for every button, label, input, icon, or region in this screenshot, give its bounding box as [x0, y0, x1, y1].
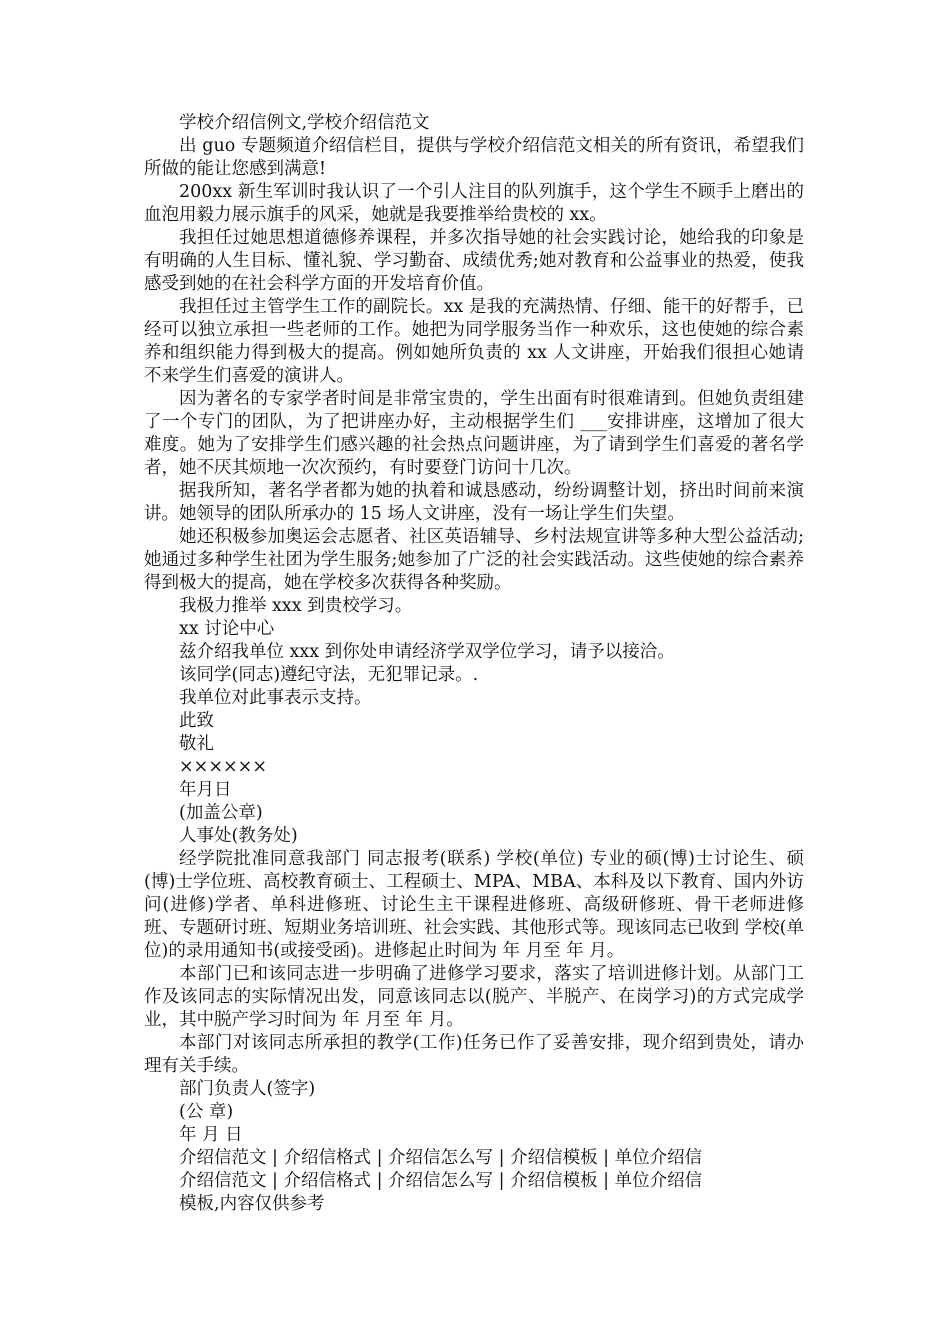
- letter-line: 该同学(同志)遵纪守法，无犯罪记录。.: [179, 665, 479, 685]
- body-paragraph: 我担任过她思想道德修养课程，并多次指导她的社会实践讨论，她给我的印象是有明确的人生目标、懂礼貌、学习勤奋、成绩优秀;她对教育和公益事业的热爱，使我感受到她的在社会科学方面的开发培育价值。: [144, 228, 804, 294]
- letter-line: 兹介绍我单位 xxx 到你处申请经济学双学位学习，请予以接洽。: [179, 642, 675, 662]
- related-links-line: 介绍信范文 | 介绍信格式 | 介绍信怎么写 | 介绍信模板 | 单位介绍信: [179, 1148, 703, 1168]
- body-paragraph: 因为著名的专家学者时间是非常宝贵的，学生出面有时很难请到。但她负责组建了一个专门的团队，为了把讲座办好，主动根据学生们 ___安排讲座，这增加了很大难度。她为了安排学生们感兴趣的社会热点问题讲座，为了请到学生们喜爱的著名学者，她不厌其烦地一次次预约，有时要登门访问十几次。: [144, 389, 804, 478]
- body-paragraph: 200xx 新生军训时我认识了一个引人注目的队列旗手，这个学生不顾手上磨出的血泡用毅力展示旗手的风采，她就是我要推举给贵校的 xx。: [144, 182, 804, 225]
- body-paragraph: 本部门对该同志所承担的教学(工作)任务已作了妥善安排，现介绍到贵处，请办理有关手续。: [144, 1033, 804, 1076]
- body-paragraph: 我担任过主管学生工作的副院长。xx 是我的充满热情、仔细、能干的好帮手，已经可以独立承担一些老师的工作。她把为同学服务当作一种欢乐，这也使她的综合素养和组织能力得到极大的提高。例如她所负责的 xx 人文讲座，开始我们很担心她请不来学生们喜爱的演讲人。: [144, 297, 804, 386]
- letter-line: 我单位对此事表示支持。: [179, 688, 372, 708]
- closing-line: 敬礼: [179, 734, 214, 754]
- signature-placeholder: ××××××: [179, 757, 267, 777]
- closing-line: 此致: [179, 711, 214, 731]
- disclaimer-line: 模板,内容仅供参考: [179, 1194, 325, 1214]
- seal-note: (公 章): [179, 1102, 234, 1122]
- body-paragraph: 据我所知，著名学者都为她的执着和诚恳感动，纷纷调整计划，挤出时间前来演讲。她领导的团队所承办的 15 场人文讲座，没有一场让学生们失望。: [144, 481, 804, 524]
- document-title: 学校介绍信例文,学校介绍信范文: [179, 113, 430, 133]
- department-name: 人事处(教务处): [179, 826, 298, 846]
- body-paragraph: 本部门已和该同志进一步明确了进修学习要求，落实了培训进修计划。从部门工作及该同志的实际情况出发，同意该同志以(脱产、半脱产、在岗学习)的方式完成学业，其中脱产学习时间为 年 月至 年 月。: [144, 964, 804, 1030]
- date-placeholder: 年 月 日: [179, 1125, 243, 1145]
- signature-line: 部门负责人(签字): [179, 1079, 316, 1099]
- body-paragraph: 经学院批准同意我部门 同志报考(联系) 学校(单位) 专业的硕(博)士讨论生、硕(博)士学位班、高校教育硕士、工程硕士、MPA、MBA、本科及以下教育、国内外访问(进修)学者、单科进修班、讨论生主干课程进修班、高级研修班、骨干老师进修班、专题研讨班、短期业务培训班、社会实践、其他形式等。现该同志已收到 学校(单位)的录用通知书(或接受函)。进修起止时间为 年 月至 年 月。: [144, 849, 804, 961]
- body-paragraph: 她还积极参加奥运会志愿者、社区英语辅导、乡村法规宣讲等多种大型公益活动;她通过多种学生社团为学生服务;她参加了广泛的社会实践活动。这些使她的综合素养得到极大的提高，她在学校多次获得各种奖励。: [144, 527, 804, 593]
- sender-name: xx 讨论中心: [179, 619, 275, 639]
- date-placeholder: 年月日: [179, 780, 232, 800]
- related-links-line: 介绍信范文 | 介绍信格式 | 介绍信怎么写 | 介绍信模板 | 单位介绍信: [179, 1171, 703, 1191]
- intro-paragraph: 出 guo 专题频道介绍信栏目，提供与学校介绍信范文相关的所有资讯，希望我们所做的能让您感到满意!: [144, 136, 804, 179]
- seal-note: (加盖公章): [179, 803, 263, 823]
- recommendation-line: 我极力推举 xxx 到贵校学习。: [179, 596, 413, 616]
- document-body: [144, 112, 804, 1216]
